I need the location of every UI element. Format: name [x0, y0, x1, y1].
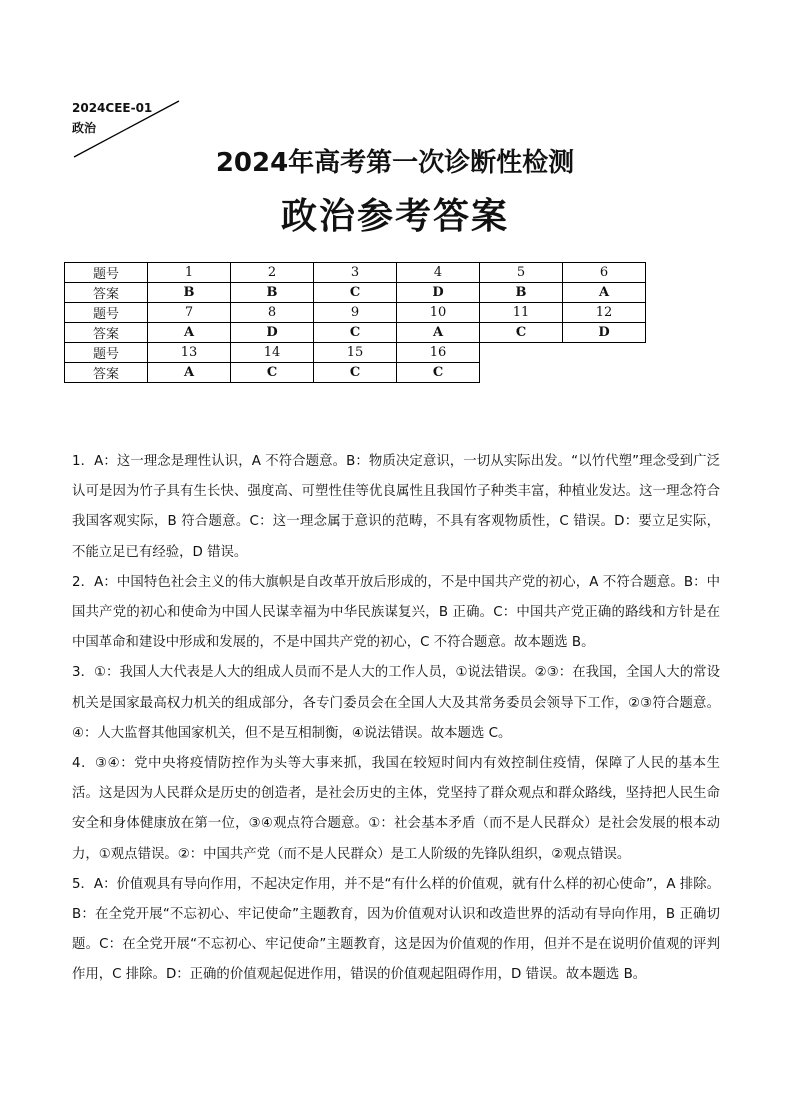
answer-cell: B: [480, 283, 563, 303]
question-number: 10: [397, 303, 480, 323]
explanations-section: [72, 447, 720, 991]
answer-cell: D: [231, 323, 314, 343]
empty-cell: [480, 343, 563, 363]
question-number: 1: [148, 263, 231, 283]
answer-cell: A: [397, 323, 480, 343]
question-number: 15: [314, 343, 397, 363]
answer-cell: A: [148, 363, 231, 383]
page-subtitle: 政治参考答案: [280, 196, 509, 237]
question-number: 2: [231, 263, 314, 283]
answer-cell: C: [397, 363, 480, 383]
question-number: 5: [480, 263, 563, 283]
question-label: 题号: [65, 263, 148, 283]
answer-cell: C: [314, 363, 397, 383]
answer-label: 答案: [65, 323, 148, 343]
answer-cell: B: [148, 283, 231, 303]
question-number: 9: [314, 303, 397, 323]
question-number: 14: [231, 343, 314, 363]
table-row: [65, 363, 646, 383]
answer-label: 答案: [65, 283, 148, 303]
question-number: 4: [397, 263, 480, 283]
question-number: 13: [148, 343, 231, 363]
answer-cell: B: [231, 283, 314, 303]
question-label: 题号: [65, 303, 148, 323]
question-number: 3: [314, 263, 397, 283]
answer-cell: A: [148, 323, 231, 343]
explanation-paragraph: 4．③④：党中央将疫情防控作为头等大事来抓，我国在较短时间内有效控制住疫情，保障了人民的基本生活。这是因为人民群众是历史的创造者，是社会历史的主体，党坚持了群众观点和群众路线，坚持把人民生命安全和身体健康放在第一位，③④观点符合题意。①：社会基本矛盾（而不是人民群众）是社会发展的根本动力，①观点错误。②：中国共产党（而不是人民群众）是工人阶级的先锋队组织，②观点错误。: [72, 756, 720, 862]
table-row: [65, 323, 646, 343]
table-row: [65, 343, 646, 363]
question-number: 7: [148, 303, 231, 323]
answer-cell: C: [231, 363, 314, 383]
answer-cell: C: [314, 323, 397, 343]
question-number: 8: [231, 303, 314, 323]
page-title: 2024年高考第一次诊断性检测: [215, 148, 575, 178]
document-code: 2024CEE-01: [72, 101, 153, 115]
question-label: 题号: [65, 343, 148, 363]
answer-cell: C: [480, 323, 563, 343]
table-row: [65, 283, 646, 303]
empty-cell: [563, 343, 646, 363]
explanation-paragraph: 1．A：这一理念是理性认识，A 不符合题意。B：物质决定意识，一切从实际出发。“以竹代塑”理念受到广泛认可是因为竹子具有生长快、强度高、可塑性佳等优良属性且我国竹子种类丰富，种植业发达。这一理念符合我国客观实际，B 符合题意。C：这一理念属于意识的范畴，不具有客观物质性，C 错误。D：要立足实际，不能立足已有经验，D 错误。: [72, 454, 720, 560]
explanation-paragraph: 2．A：中国特色社会主义的伟大旗帜是自改革开放后形成的，不是中国共产党的初心，A 不符合题意。B：中国共产党的初心和使命为中国人民谋幸福为中华民族谋复兴，B 正确。C：中国共产党正确的路线和方针是在中国革命和建设中形成和发展的，不是中国共产党的初心，C 不符合题意。故本题选 B。: [72, 574, 720, 651]
answer-cell: A: [563, 283, 646, 303]
question-number: 11: [480, 303, 563, 323]
question-number: 16: [397, 343, 480, 363]
question-number: 12: [563, 303, 646, 323]
document-subject: 政治: [72, 121, 97, 135]
answer-label: 答案: [65, 363, 148, 383]
answer-table: [64, 262, 646, 383]
answer-cell: D: [563, 323, 646, 343]
explanation-paragraph: 3．①：我国人大代表是人大的组成人员而不是人大的工作人员，①说法错误。②③：在我国，全国人大的常设机关是国家最高权力机关的组成部分，各专门委员会在全国人大及其常务委员会领导下工作，②③符合题意。④：人大监督其他国家机关，但不是互相制衡，④说法错误。故本题选 C。: [72, 665, 720, 741]
answer-cell: C: [314, 283, 397, 303]
empty-cell: [480, 363, 563, 383]
table-row: [65, 303, 646, 323]
question-number: 6: [563, 263, 646, 283]
empty-cell: [563, 363, 646, 383]
answer-cell: D: [397, 283, 480, 303]
table-row: [65, 263, 646, 283]
explanation-paragraph: 5．A：价值观具有导向作用，不起决定作用，并不是“有什么样的价值观，就有什么样的初心使命”，A 排除。B：在全党开展“不忘初心、牢记使命”主题教育，因为价值观对认识和改造世界的活动有导向作用，B 正确切题。C：在全党开展“不忘初心、牢记使命”主题教育，这是因为价值观的作用，但并不是在说明价值观的评判作用，C 排除。D：正确的价值观起促进作用，错误的价值观起阻碍作用，D 错误。故本题选 B。: [72, 876, 720, 983]
